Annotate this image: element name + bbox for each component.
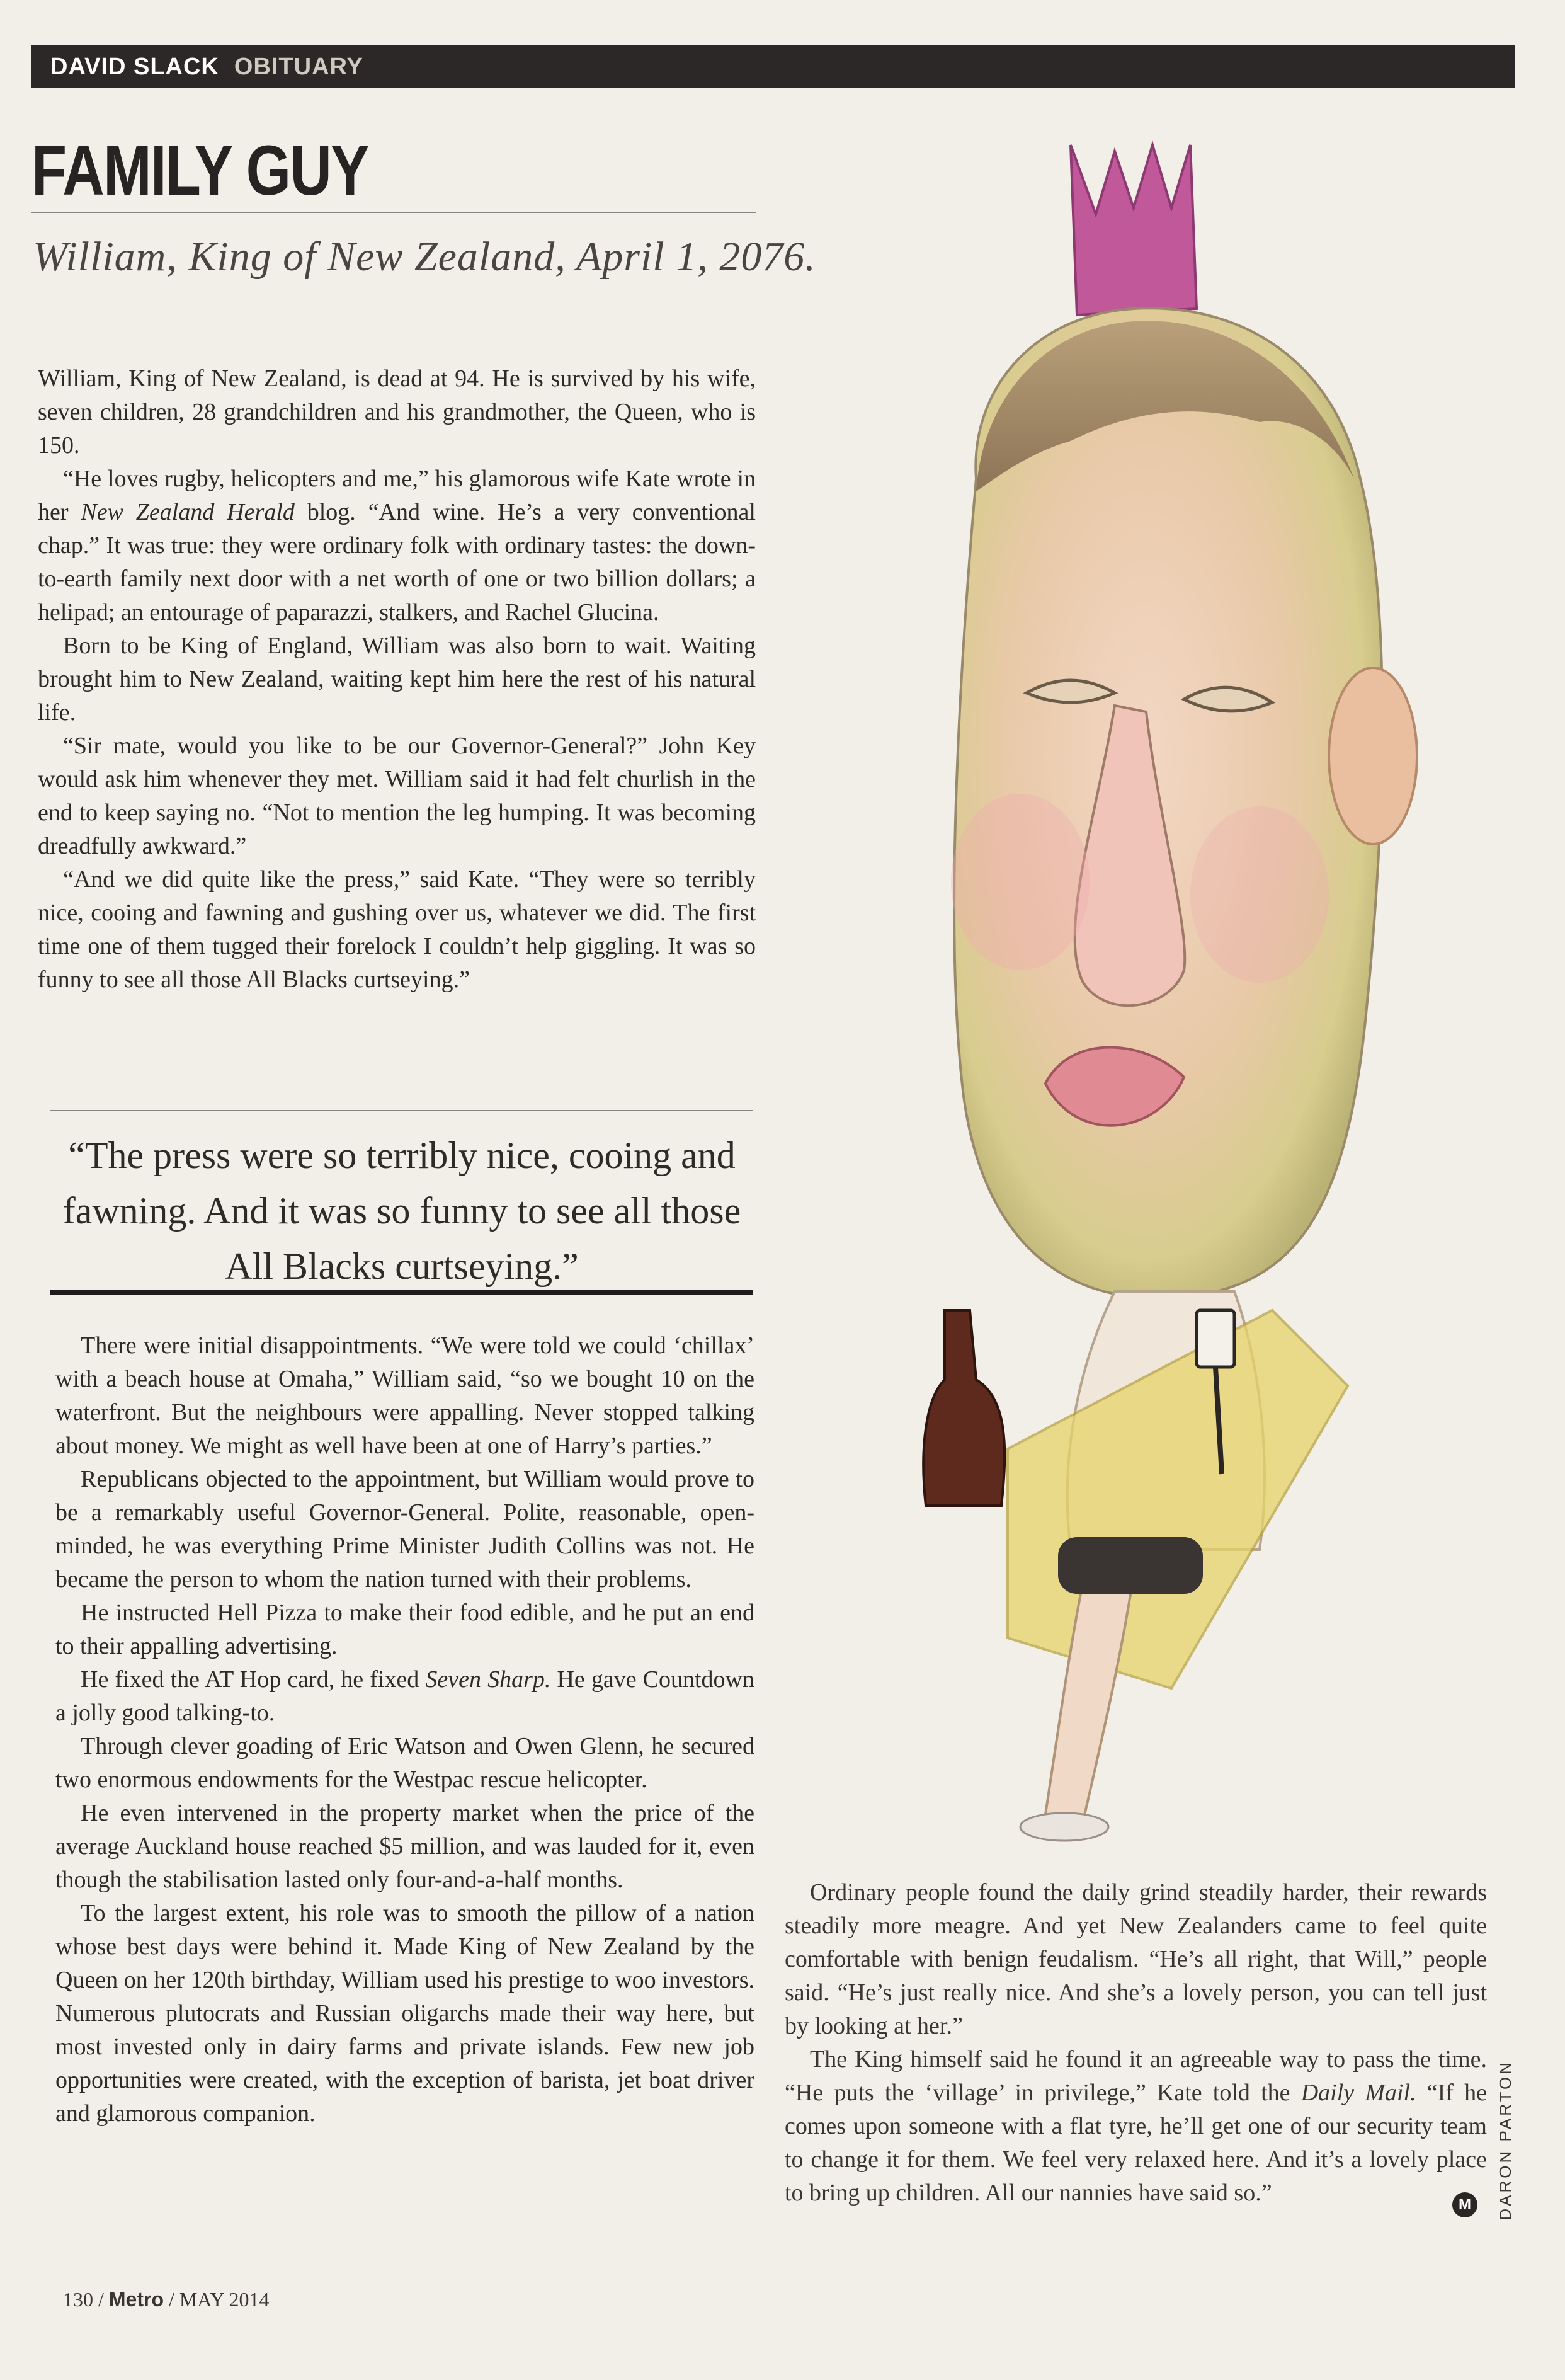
section-header-bar bbox=[31, 45, 1515, 88]
body-column-3 bbox=[785, 1876, 1487, 2210]
paragraph: There were initial disappointments. “We were told we could ‘chillax’ with a beach house at Omaha,” William said, “so we bought 10 on the waterfront. But the neighbours were appalling. Never stopped talking about money. We might as well have been at one of Harry’s parties.” bbox=[55, 1332, 754, 1459]
caricature-illustration bbox=[819, 126, 1499, 1852]
magazine-name: Metro bbox=[108, 2288, 164, 2311]
page-number: 130 bbox=[63, 2288, 93, 2311]
section-label: OBITUARY bbox=[234, 53, 363, 80]
end-mark-icon: M bbox=[1452, 2192, 1477, 2217]
paragraph: He fixed the AT Hop card, he fixed Seven Sharp. He gave Countdown a jolly good talking-to. bbox=[55, 1666, 754, 1726]
illustration-credit: DARON PARTON bbox=[1496, 2060, 1515, 2221]
article-dek: William, King of New Zealand, April 1, 2076. bbox=[33, 234, 816, 280]
paragraph: Through clever goading of Eric Watson and Owen Glenn, he secured two enormous endowments for the Westpac rescue helicopter. bbox=[55, 1733, 754, 1793]
paragraph: He even intervened in the property market when the price of the average Auckland house reached $5 million, and was lauded for it, even though the stabilisation lasted only four-and-a-half months. bbox=[55, 1800, 754, 1893]
paragraph: “He loves rugby, helicopters and me,” his glamorous wife Kate wrote in her New Zealand Herald blog. “And wine. He’s a very conventional chap.” It was true: they were ordinary folk with ordinary tastes: the down-to-earth family next door with a net worth of one or two billion dollars; a helipad; an entourage of paparazzi, stalkers, and Rachel Glucina. bbox=[38, 466, 756, 626]
pullquote-top-rule bbox=[50, 1110, 753, 1111]
article-headline: FAMILY GUY bbox=[31, 131, 368, 210]
crown-icon bbox=[1071, 145, 1197, 315]
paragraph: He instructed Hell Pizza to make their food edible, and he put an end to their appalling advertising. bbox=[55, 1599, 754, 1659]
body-column-1 bbox=[38, 362, 756, 997]
body-column-2 bbox=[55, 1329, 754, 2131]
paragraph: Born to be King of England, William was also born to wait. Waiting brought him to New Zealand, waiting kept him here the rest of his natural life. bbox=[38, 632, 756, 726]
author-name: DAVID SLACK bbox=[50, 53, 219, 80]
paragraph: To the largest extent, his role was to smooth the pillow of a nation whose best days were behind it. Made King of New Zealand by the Queen on her 120th birthday, William used his prestige to woo investors. Numerous plutocrats and Russian oligarchs made their way here, but most invested only in dairy farms and private islands. Few new job opportunities were created, with the exception of barista, jet boat driver and glamorous companion. bbox=[55, 1900, 754, 2127]
paragraph: William, King of New Zealand, is dead at 94. He is survived by his wife, seven children, 28 grandchildren and his grandmother, the Queen, who is 150. bbox=[38, 365, 756, 459]
paragraph: The King himself said he found it an agreeable way to pass the time. “He puts the ‘village’ in privilege,” Kate told the Daily Mail. “If he comes upon someone with a flat tyre, he’ll get one of our security team to change it for them. We feel very relaxed here. And it’s a lovely place to bring up children. All our nannies have said so.” bbox=[785, 2046, 1487, 2206]
paragraph: Republicans objected to the appointment, but William would prove to be a remarkably useful Governor-General. Polite, reasonable, open-minded, he was everything Prime Minister Judith Collins was not. He became the person to whom the nation turned with their problems. bbox=[55, 1466, 754, 1593]
paragraph: “Sir mate, would you like to be our Governor-General?” John Key would ask him whenever they met. William said it had felt churlish in the end to keep saying no. “Not to mention the leg humping. It was becoming dreadfully awkward.” bbox=[38, 733, 756, 859]
headline-divider bbox=[31, 212, 756, 213]
deck-chair bbox=[1008, 1310, 1348, 1688]
spatula-icon bbox=[1197, 1310, 1234, 1367]
paragraph: Ordinary people found the daily grind steadily harder, their rewards steadily more meagre. And yet New Zealanders came to feel quite comfortable with benign feudalism. “He’s all right, that Will,” people said. “He’s just really nice. And she’s a lovely person, you can tell just by looking at her.” bbox=[785, 1879, 1487, 2039]
page-footer: 130 / Metro / MAY 2014 bbox=[63, 2288, 270, 2311]
issue-date: MAY 2014 bbox=[179, 2288, 270, 2311]
bottle-icon bbox=[923, 1310, 1004, 1506]
pullquote-bottom-rule bbox=[50, 1290, 753, 1295]
paragraph: “And we did quite like the press,” said Kate. “They were so terribly nice, cooing and fawning and gushing over us, whatever we did. The first time one of them tugged their forelock I couldn’t help giggling. It was so funny to see all those All Blacks curtseying.” bbox=[38, 866, 756, 993]
pull-quote: “The press were so terribly nice, cooing and fawning. And it was so funny to see all those All Blacks curtseying.” bbox=[62, 1135, 741, 1287]
ear bbox=[1329, 668, 1417, 844]
